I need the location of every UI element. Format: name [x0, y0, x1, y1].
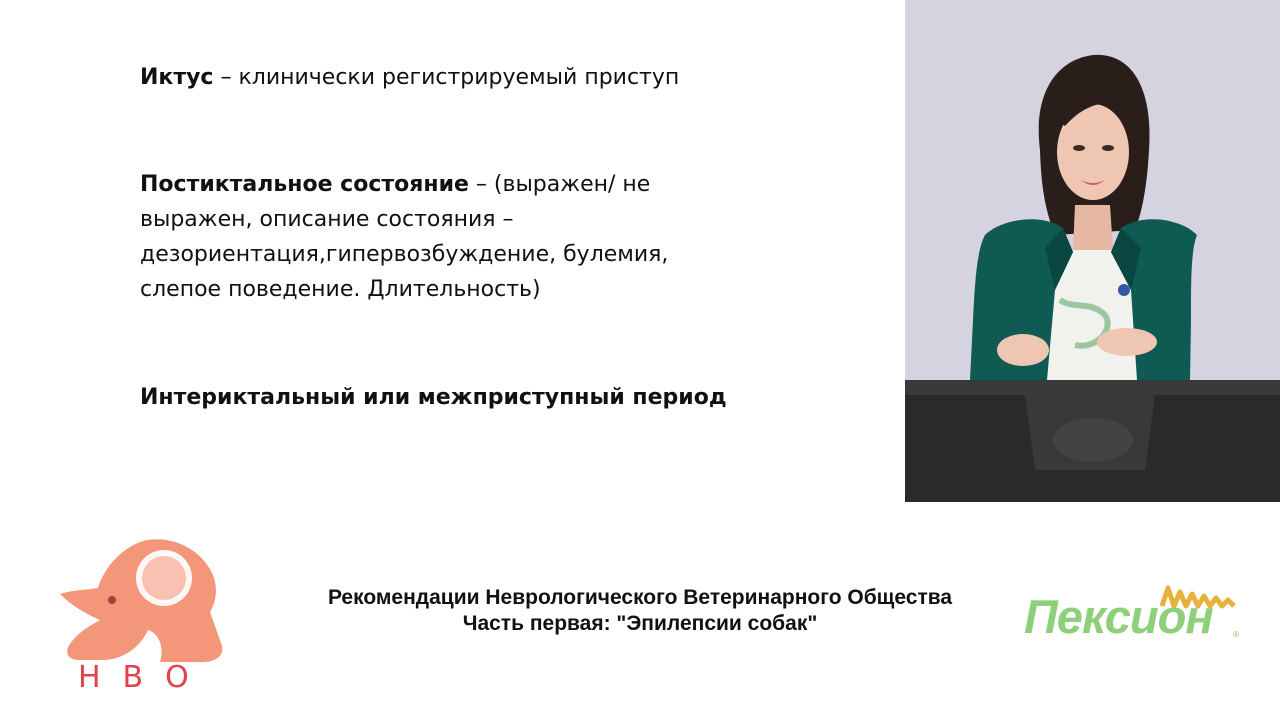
video-caption — [250, 585, 1030, 637]
presenter-video — [905, 0, 1280, 502]
ictus-definition — [140, 60, 760, 96]
pexion-logo-text: Пексион — [1024, 590, 1213, 643]
caption-line-1: Рекомендации Неврологического Ветеринарного Общества — [327, 586, 953, 609]
postictal-definition — [140, 167, 740, 307]
postictal-term: Постиктальное состояние — [140, 172, 469, 197]
presenter-image — [905, 0, 1280, 502]
interictal-heading: Интериктальный или межприступный период — [140, 385, 727, 410]
registered-mark: ® — [1232, 630, 1240, 639]
postictal-text: – (выражен/ не выражен, описание состояния – дезориентация,гипервозбуждение, булемия, слепое поведение. Длительность) — [140, 172, 669, 302]
ictus-term: Иктус — [140, 65, 214, 90]
ictus-text: – клинически регистрируемый приступ — [213, 65, 680, 90]
caption-line-2: Часть первая: "Эпилепсии собак" — [462, 612, 818, 635]
nvo-letters: НВО — [78, 660, 211, 695]
